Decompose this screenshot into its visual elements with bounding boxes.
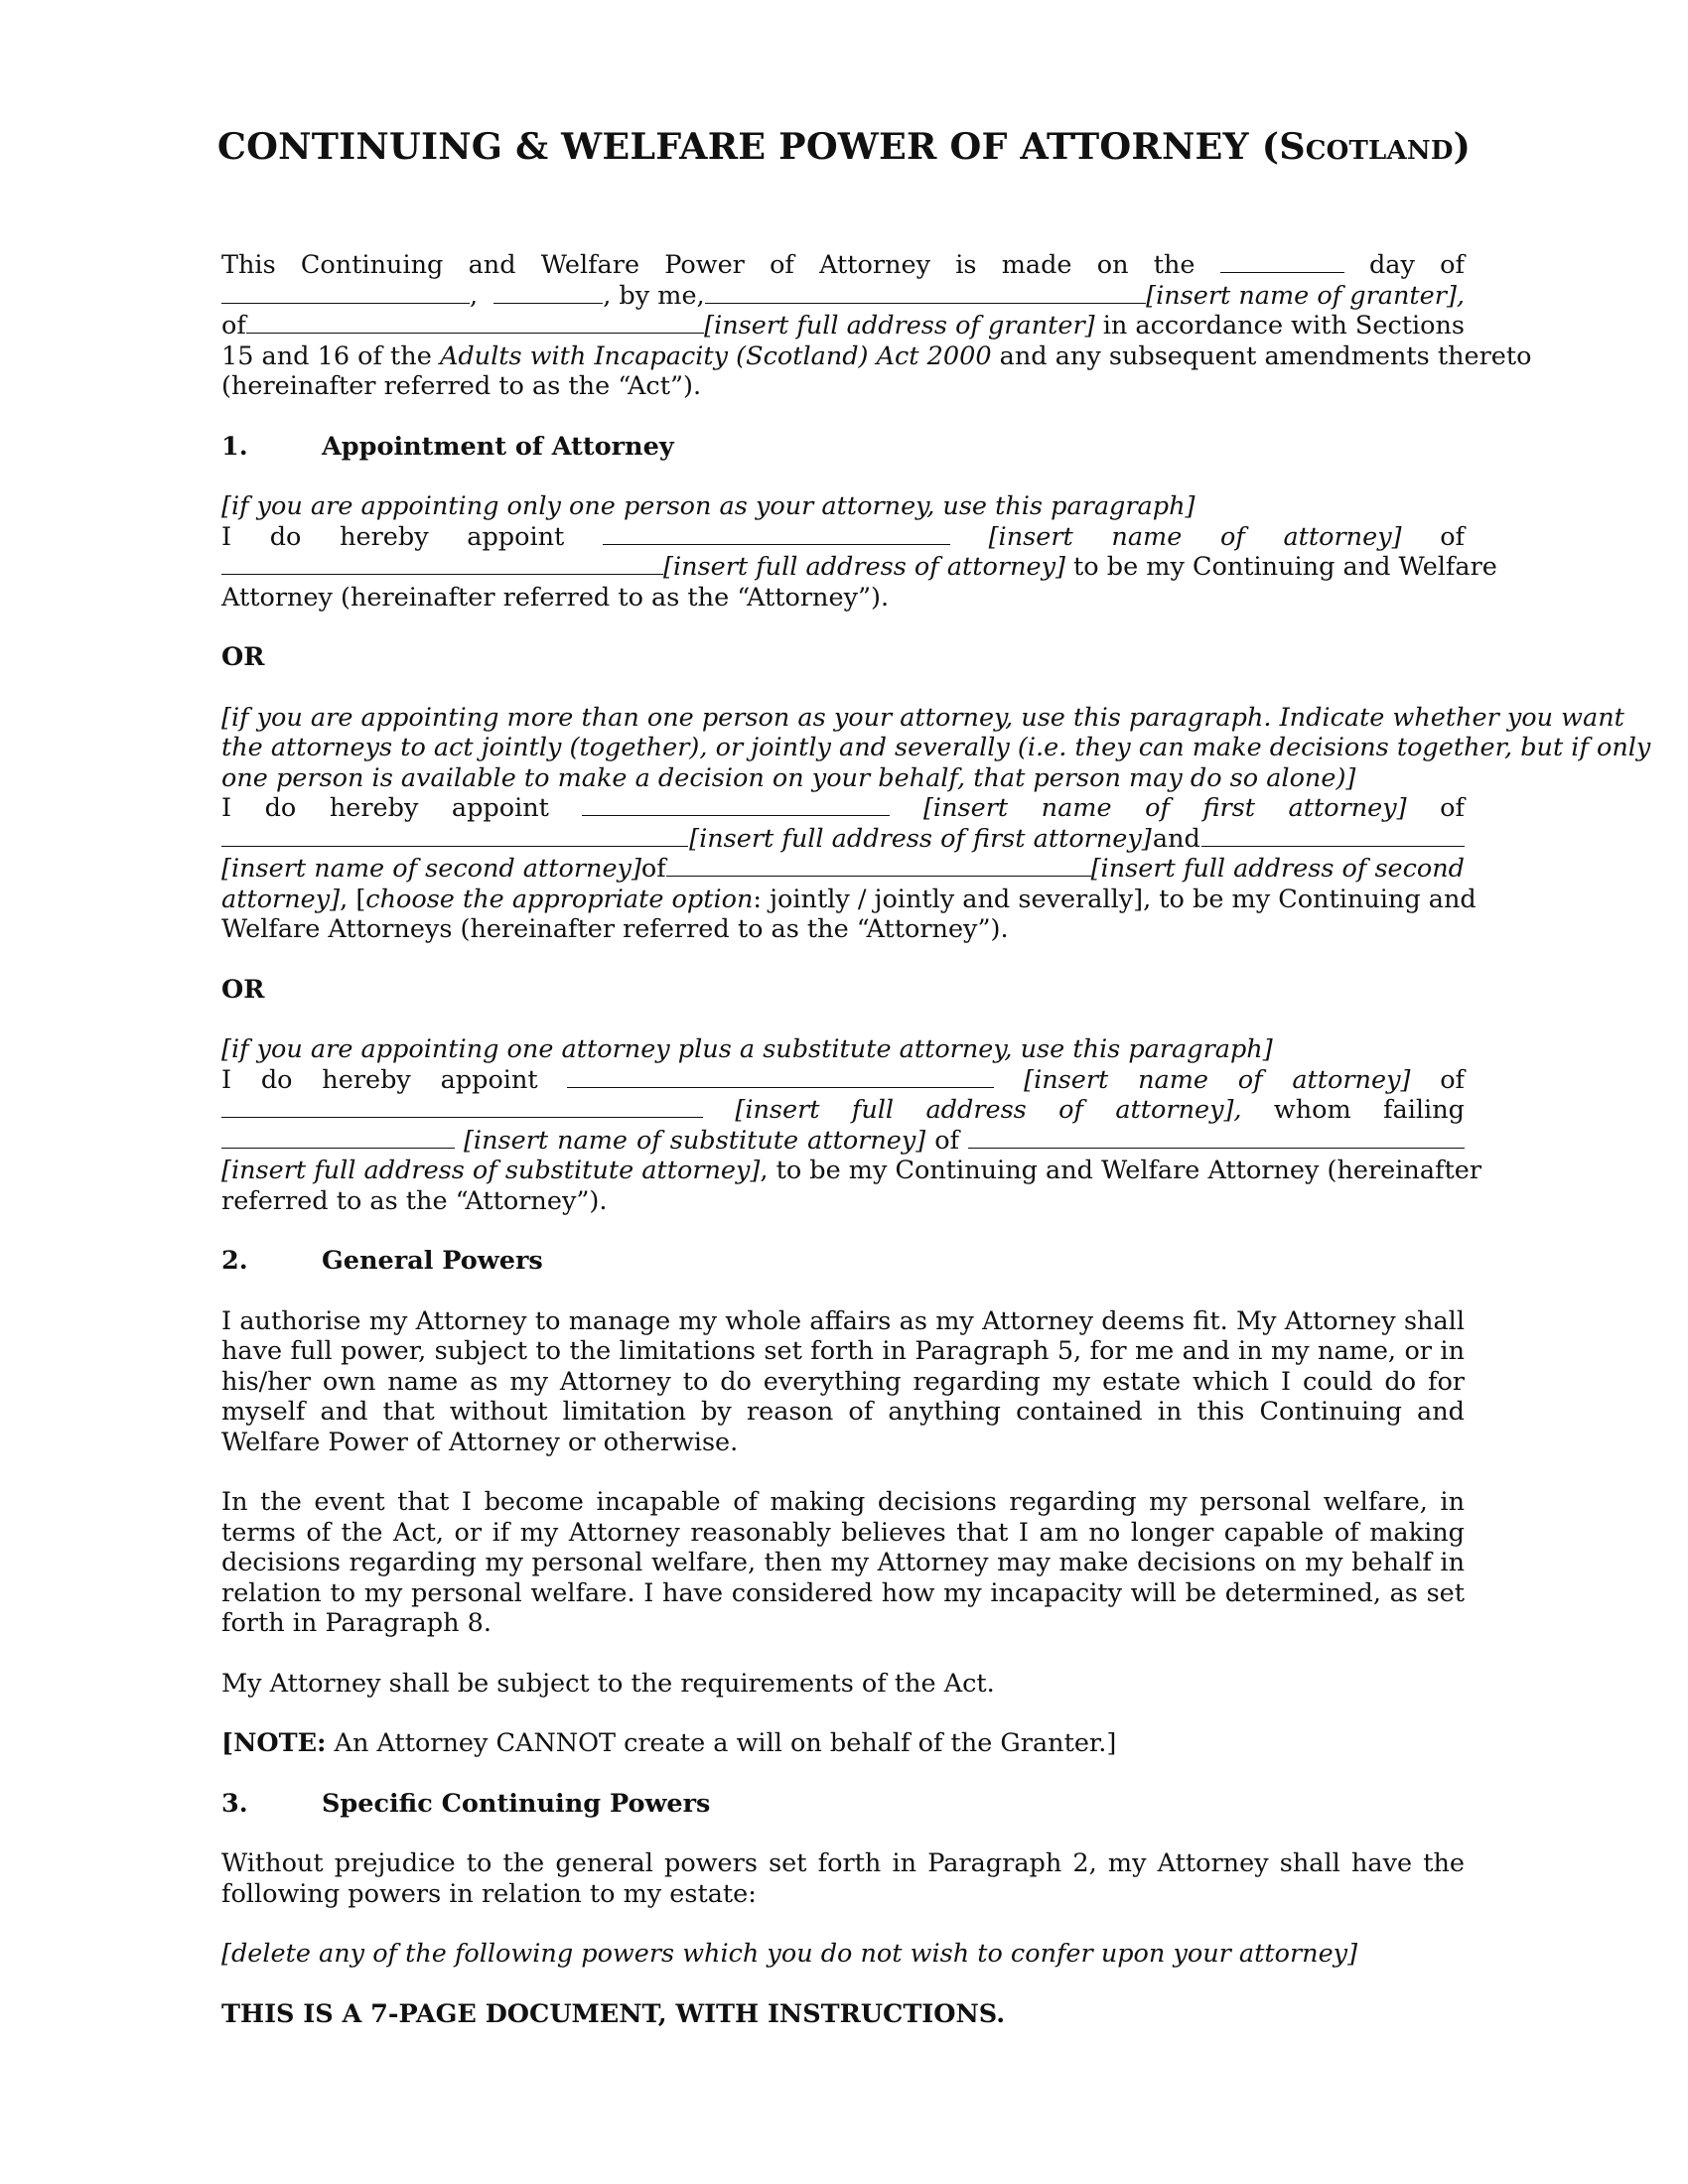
hint-word: [insert: [988, 521, 1073, 552]
word: I: [221, 521, 232, 552]
day-blank[interactable]: [1220, 250, 1344, 273]
of-text: of: [221, 311, 246, 341]
first-attorney-address-hint: [insert full address of first attorney]: [689, 823, 1152, 854]
month-blank[interactable]: [221, 281, 470, 304]
intro-word: day: [1368, 250, 1415, 280]
hint-word: of: [1058, 1095, 1083, 1125]
intro-word: Continuing: [300, 250, 444, 280]
of-text: of: [640, 854, 666, 884]
section-title: Appointment of Attorney: [322, 431, 674, 462]
option-3-instruction: [if you are appointing one attorney plus a substitute attorney, use this paragraph]: [221, 1034, 1273, 1064]
intro-word: Attorney: [819, 250, 931, 280]
second-attorney-address-hint: [insert full address of second: [1090, 854, 1465, 884]
note-bracket: [: [221, 1728, 234, 1758]
section-number: 3.: [221, 1788, 248, 1819]
section-title: General Powers: [322, 1246, 543, 1276]
section-2-heading: [221, 1246, 1465, 1277]
option-1-line-1: [221, 522, 1465, 553]
option-2-instruction-1: [if you are appointing more than one person as your attorney, use this paragraph. Indicate whether you want: [221, 702, 1624, 733]
option-1-instruction: [if you are appointing only one person as your attorney, use this paragraph]: [221, 491, 1196, 521]
specific-powers-paragraph: Without prejudice to the general powers set forth in Paragraph 2, my Attorney shall have the following powers in relation to my estate:: [221, 1848, 1465, 1909]
intro-word: the: [1153, 250, 1196, 280]
second-attorney-name-blank[interactable]: [1201, 824, 1465, 847]
second-attorney-address-hint-end: attorney]: [221, 884, 341, 914]
title-region: (Scotland): [1261, 125, 1472, 168]
option-3-line-4: [221, 1156, 1482, 1186]
hint-word: [insert: [1024, 1064, 1109, 1095]
intro-line-5: (hereinafter referred to as the “Act”).: [221, 371, 702, 401]
intro-word: Power: [664, 250, 745, 280]
intro-word: is: [955, 250, 977, 280]
intro-line-2: [221, 281, 1465, 312]
granter-name-hint: [insert name of granter],: [1146, 280, 1465, 311]
word: I: [221, 1064, 232, 1095]
hint-word: [insert: [735, 1095, 820, 1125]
option-2-paragraph: [221, 702, 1651, 945]
granter-name-blank[interactable]: [705, 281, 1146, 304]
document-title: [0, 125, 1688, 169]
option-3-line-3: [221, 1126, 1465, 1157]
hint-word: name: [1041, 793, 1112, 823]
word: whom: [1273, 1095, 1351, 1125]
option-2-line-2: [221, 824, 1465, 855]
granter-address-blank[interactable]: [246, 311, 704, 334]
intro-line-1: [221, 250, 1465, 281]
word: of: [1440, 793, 1465, 823]
granter-address-hint: [insert full address of granter]: [704, 311, 1095, 341]
attorney-name-blank[interactable]: [567, 1065, 994, 1088]
option-2-instruction-2: the attorneys to act jointly (together), or jointly and severally (i.e. they can make decisions together, but if only: [221, 733, 1651, 762]
hint-word: attorney],: [1115, 1095, 1242, 1125]
year-blank[interactable]: [493, 281, 603, 304]
hint-word: of: [1145, 793, 1170, 823]
option-2-instruction-3: one person is available to make a decision on your behalf, that person may do so alone)]: [221, 762, 1356, 793]
intro-text: 15 and 16 of the: [221, 341, 440, 371]
section-1-heading: [221, 432, 1465, 463]
intro-word: of: [1440, 250, 1465, 280]
general-powers-paragraph-3: My Attorney shall be subject to the requirements of the Act.: [221, 1668, 995, 1699]
option-3-line-1: [221, 1065, 1465, 1096]
intro-word: of: [770, 250, 794, 280]
intro-line-4: [221, 341, 1532, 372]
option-1-line-2: [221, 552, 1497, 583]
hint-word: name: [1111, 521, 1183, 552]
intro-word: This: [221, 250, 276, 280]
word: do: [260, 1064, 293, 1095]
section-number: 2.: [221, 1246, 248, 1276]
option-2-line-4: [221, 884, 1477, 915]
hint-word: [insert: [922, 793, 1009, 823]
attorney-name-blank[interactable]: [603, 522, 950, 545]
hint-word: of: [1219, 521, 1245, 552]
second-attorney-name-hint: [insert name of second attorney]: [221, 854, 641, 884]
intro-word: and: [468, 250, 516, 280]
hint-word: first: [1202, 793, 1255, 823]
intro-word: made: [1001, 250, 1072, 280]
first-attorney-name-blank[interactable]: [582, 793, 890, 816]
option-2-line-3: [221, 854, 1465, 885]
intro-line-3: [221, 311, 1465, 341]
word: do: [264, 793, 297, 823]
section-number: 1.: [221, 431, 248, 462]
hint-word: name: [1138, 1064, 1208, 1095]
option-1-paragraph: [221, 491, 1497, 613]
general-powers-paragraph-2: In the event that I become incapable of making decisions regarding my personal welfare, in terms of the Act, or if my Attorney reasonably believes that I am no longer capable of making decisions regarding my personal welfare, then my Attorney may make decisions on my behalf in relation to my personal welfare. I have considered how my incapacity will be determined, as set forth in Paragraph 8.: [221, 1487, 1465, 1638]
hint-word: full: [851, 1095, 895, 1125]
attorney-address-blank[interactable]: [221, 552, 663, 575]
document-length-notice: THIS IS A 7-PAGE DOCUMENT, WITH INSTRUCTIONS.: [221, 1998, 1006, 2029]
option-3-paragraph: [221, 1034, 1482, 1216]
word: hereby: [329, 793, 419, 823]
word: appoint: [440, 1064, 538, 1095]
choose-option-text: : jointly / jointly and severally], to be my Continuing and: [753, 884, 1477, 914]
option-2-line-1: [221, 793, 1465, 824]
attorney-address-blank[interactable]: [221, 1095, 703, 1118]
hint-word: name: [557, 1125, 629, 1156]
general-powers-paragraph-1: I authorise my Attorney to manage my whole affairs as my Attorney deems fit. My Attorney shall have full power, subject to the limitations set forth in Paragraph 5, for me and in my name, or in his/her own name as my Attorney to do everything regarding my estate which I could do for myself and that without limitation by reason of anything contained in this Continuing and Welfare Power of Attorney or otherwise.: [221, 1305, 1465, 1457]
hint-word: substitute: [669, 1125, 799, 1156]
word: hereby: [322, 1064, 411, 1095]
hint-word: attorney]: [1283, 521, 1402, 552]
attorney-address-hint: [insert full address of attorney]: [663, 552, 1065, 582]
intro-word: Welfare: [540, 250, 640, 280]
hint-word: attorney]: [1288, 793, 1407, 823]
word: I: [221, 793, 232, 823]
substitute-attorney-address-blank[interactable]: [968, 1126, 1465, 1149]
word: failing: [1383, 1095, 1465, 1125]
note-text: An Attorney CANNOT create a will on behalf of the Granter.]: [326, 1728, 1117, 1758]
word: appoint: [467, 521, 565, 552]
substitute-address-hint: [insert full address of substitute attorney]: [221, 1156, 761, 1185]
word: of: [934, 1125, 960, 1156]
specific-powers-instruction: [delete any of the following powers which you do not wish to confer upon your attorney]: [221, 1939, 1358, 1969]
option-1-line-3: Attorney (hereinafter referred to as the “Attorney”).: [221, 582, 890, 613]
hint-word: attorney]: [807, 1125, 926, 1156]
and-text: and: [1152, 823, 1200, 854]
word: of: [1440, 1064, 1465, 1095]
second-attorney-address-blank[interactable]: [666, 854, 1091, 877]
will-note: [221, 1728, 1465, 1759]
substitute-attorney-name-blank[interactable]: [221, 1126, 455, 1149]
section-title: Specific Continuing Powers: [322, 1788, 711, 1819]
hint-word: [insert: [463, 1125, 549, 1156]
first-attorney-address-blank[interactable]: [221, 824, 688, 847]
text: , to be my Continuing and Welfare Attorney (hereinafter: [760, 1156, 1482, 1185]
title-main: CONTINUING & WELFARE POWER OF ATTORNEY: [216, 125, 1249, 168]
hint-word: of: [1237, 1064, 1263, 1095]
note-label: NOTE:: [233, 1728, 327, 1758]
intro-paragraph: [221, 250, 1532, 402]
hint-word: address: [925, 1095, 1027, 1125]
section-3-heading: [221, 1789, 1465, 1820]
word: appoint: [451, 793, 549, 823]
word: hereby: [340, 521, 429, 552]
hint-word: attorney]: [1292, 1064, 1411, 1095]
option-2-line-5: Welfare Attorneys (hereinafter referred to as the “Attorney”).: [221, 914, 1009, 944]
word: of: [1440, 521, 1465, 552]
hint-word: of: [636, 1125, 661, 1156]
act-name: Adults with Incapacity (Scotland) Act 2000: [439, 341, 992, 371]
sections-text: in accordance with Sections: [1094, 311, 1465, 341]
text: , [: [340, 884, 366, 914]
document-body: [221, 250, 1651, 2029]
option-3-line-2: [221, 1095, 1465, 1126]
or-separator: OR: [221, 642, 265, 672]
tail-text: to be my Continuing and Welfare: [1064, 552, 1497, 582]
comma: ,: [470, 280, 479, 311]
intro-word: on: [1096, 250, 1129, 280]
or-separator: OR: [221, 974, 265, 1005]
option-3-line-5: referred to as the “Attorney”).: [221, 1185, 608, 1216]
by-me-text: , by me,: [603, 280, 705, 311]
choose-option-hint: choose the appropriate option: [365, 884, 754, 914]
word: do: [269, 521, 302, 552]
intro-text: and any subsequent amendments thereto: [991, 341, 1532, 371]
